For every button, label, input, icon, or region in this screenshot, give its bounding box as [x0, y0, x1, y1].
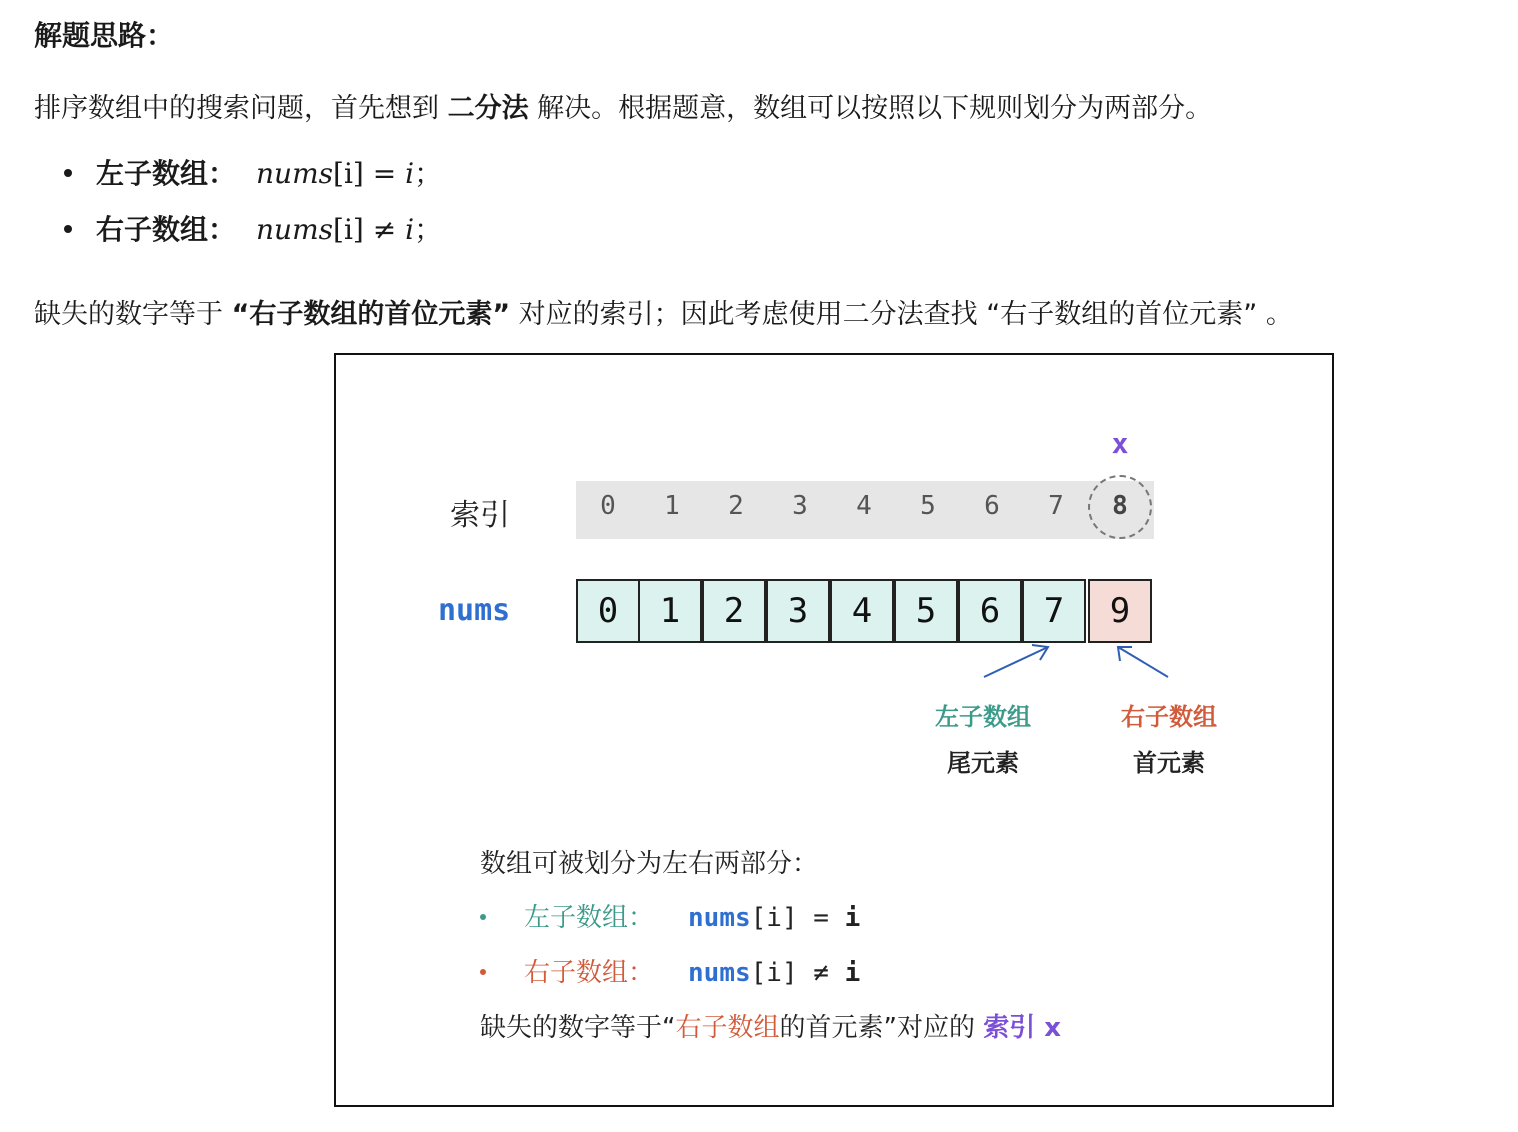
index-cell: 2 — [728, 491, 744, 521]
nums-cell: 7 — [1022, 579, 1086, 643]
math-var: nums — [256, 213, 334, 246]
conclusion-text-after: 对应的索引；因此考虑使用二分法查找 “右子数组的首位元素” 。 — [510, 299, 1293, 330]
rule-left-math — [256, 157, 414, 190]
conclusion-emphasis: “右子数组的首位元素” — [231, 299, 511, 330]
notes-left-label: 左子数组： — [524, 903, 655, 933]
index-cell: 4 — [856, 491, 872, 521]
math-operator: = — [363, 157, 406, 190]
index-cell: 7 — [1048, 491, 1064, 521]
math-index: [i] — [333, 157, 364, 190]
code-rhs: i — [844, 903, 861, 933]
nums-cell: 6 — [958, 579, 1022, 643]
section-heading: 解题思路： — [34, 19, 175, 52]
notes-right-label: 右子数组： — [524, 958, 655, 988]
missing-marker: x — [1111, 427, 1129, 460]
nums-cell: 2 — [702, 579, 766, 643]
nums-cell: 5 — [894, 579, 958, 643]
math-rhs: i — [405, 213, 415, 246]
rule-right-label: 右子数组： — [96, 213, 237, 246]
rule-right-math — [256, 213, 414, 246]
notes-right-code — [688, 958, 860, 988]
code-var: nums — [688, 958, 751, 988]
array-diagram — [334, 353, 1334, 1107]
nums-row-label: nums — [438, 593, 511, 628]
rule-right-tail: ； — [414, 213, 443, 246]
nums-cell: 4 — [830, 579, 894, 643]
notes-right-rule — [480, 952, 860, 989]
code-index: [i] — [750, 958, 798, 988]
code-operator: ≠ — [797, 958, 845, 988]
conclusion-paragraph — [34, 292, 1293, 331]
math-operator: ≠ — [363, 213, 406, 246]
left-subarray-sub: 尾元素 — [947, 749, 1019, 777]
index-cell: 0 — [600, 491, 616, 521]
nums-cell: 0 — [576, 579, 640, 643]
index-cell: 1 — [664, 491, 680, 521]
nums-cell-right-first: 9 — [1088, 579, 1152, 643]
rule-left-tail: ； — [414, 157, 443, 190]
notes-left-rule — [480, 897, 860, 934]
notes-final-text: 缺失的数字等于“ — [480, 1013, 676, 1043]
conclusion-text: 缺失的数字等于 — [34, 299, 232, 330]
code-rhs: i — [844, 958, 861, 988]
left-subarray-tag: 左子数组 — [935, 703, 1031, 731]
notes-intro: 数组可被划分为左右两部分： — [480, 849, 819, 879]
bullet-dot — [64, 169, 72, 177]
nums-cell: 3 — [766, 579, 830, 643]
right-subarray-tag: 右子数组 — [1121, 703, 1217, 731]
index-cell-missing: 8 — [1112, 491, 1128, 521]
intro-emphasis: 二分法 — [447, 93, 529, 124]
index-cell: 6 — [984, 491, 1000, 521]
rule-right-item — [64, 208, 442, 248]
math-index: [i] — [333, 213, 364, 246]
index-cell: 3 — [792, 491, 808, 521]
notes-conclusion — [480, 1007, 1061, 1044]
intro-text-after: 解决。根据题意，数组可以按照以下规则划分为两部分。 — [528, 93, 1213, 124]
rule-left-item — [64, 152, 442, 192]
index-cell: 5 — [920, 491, 936, 521]
code-var: nums — [688, 903, 751, 933]
code-operator: = — [797, 903, 845, 933]
nums-cell: 1 — [638, 579, 702, 643]
intro-text: 排序数组中的搜索问题，首先想到 — [34, 93, 448, 124]
code-index: [i] — [750, 903, 798, 933]
left-arrow — [984, 647, 1048, 677]
bullet-dot — [64, 225, 72, 233]
index-row-label: 索引 — [450, 498, 510, 533]
intro-paragraph — [34, 86, 1212, 125]
notes-left-code — [688, 903, 860, 933]
right-subarray-sub: 首元素 — [1133, 749, 1205, 777]
math-rhs: i — [405, 157, 415, 190]
right-arrow — [1118, 647, 1168, 677]
math-var: nums — [256, 157, 334, 190]
notes-final-mid: 的首元素”对应的 — [779, 1013, 984, 1043]
notes-final-red: 右子数组 — [675, 1013, 780, 1043]
bullet-dot — [480, 969, 486, 975]
rule-left-label: 左子数组： — [96, 157, 237, 190]
notes-final-purple: 索引 x — [983, 1013, 1062, 1043]
bullet-dot — [480, 914, 486, 920]
